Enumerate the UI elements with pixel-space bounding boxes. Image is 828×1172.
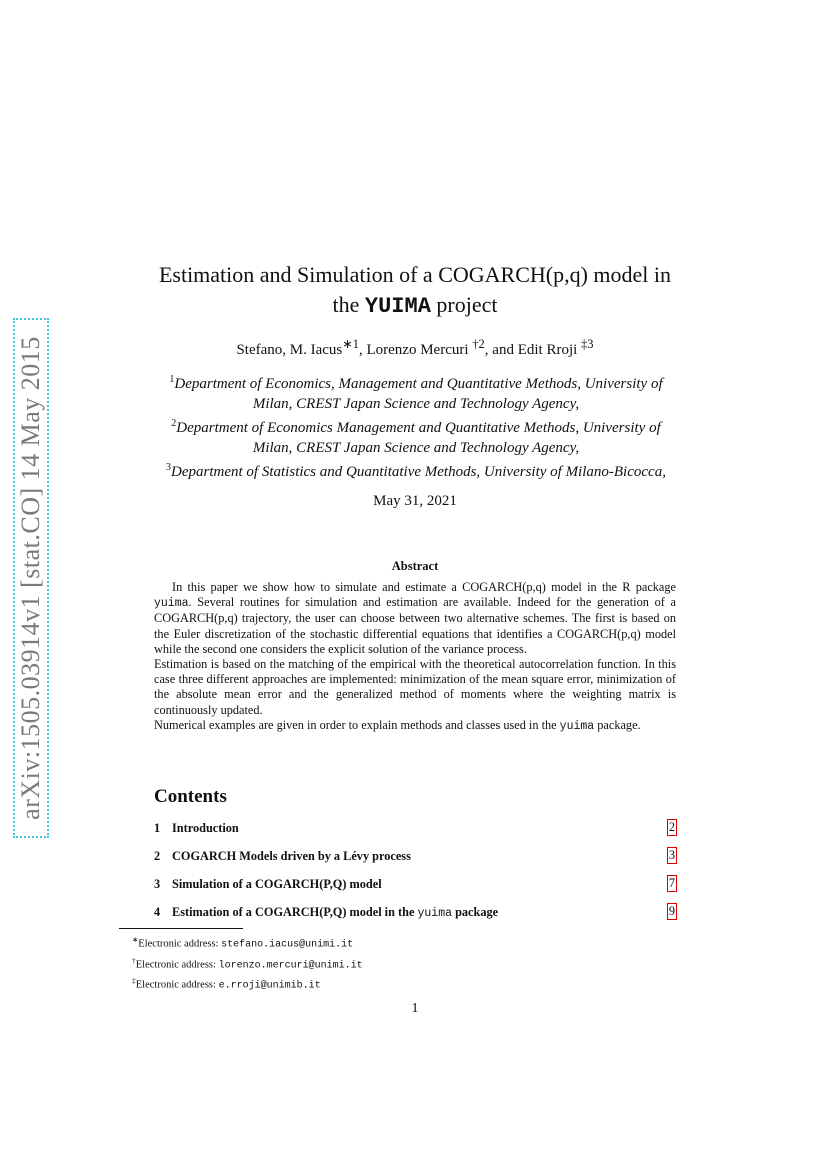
email-link[interactable]: stefano.iacus@unimi.it [221, 939, 354, 951]
email-link[interactable]: lorenzo.mercuri@unimi.it [218, 960, 363, 971]
paper-date: May 31, 2021 [373, 493, 457, 509]
contents-heading: Contents [154, 786, 227, 807]
author-name: Stefano, M. Iacus [236, 342, 343, 358]
footnote: ∗Electronic address: stefano.iacus@unimi.it [132, 935, 354, 951]
abstract-paragraph: Numerical examples are given in order to explain methods and classes used in the yuima package. [154, 717, 641, 733]
title-code: YUIMA [364, 294, 431, 319]
page-number: 1 [411, 1001, 419, 1016]
affiliation-1: $^1$Department of Economics, Management and Quantitative Methods, University of Milan, CREST Japan Science and Technology Agency, [169, 374, 663, 412]
toc-entry-cogarch-models[interactable]: 2 COGARCH Models driven by a Lévy process 3 [154, 848, 675, 863]
abstract-heading: Abstract [391, 559, 439, 573]
toc-page-link[interactable]: 9 [668, 904, 675, 918]
title-line-2: the YUIMA project [332, 292, 498, 319]
footnote-divider [119, 928, 243, 929]
arxiv-stamp-text: arXiv:1505.03914v1 [stat.CO] 14 May 2015 [16, 336, 45, 820]
toc-entry-introduction[interactable]: 1 Introduction 2 [154, 820, 675, 835]
toc-entry-estimation[interactable]: 4 Estimation of a COGARCH(P,Q) model in the yuima package 9 [154, 904, 675, 920]
toc-page-link[interactable]: 2 [668, 820, 675, 834]
affiliation-2: $^2$Department of Economics Management and Quantitative Methods, University of Milan, CREST Japan Science and Technology Agency, [171, 418, 661, 456]
author-list: Stefano, M. Iacus$^{∗1}$, Lorenzo Mercuri $^{\dagger 2}$, and Edit Rroji $^{\ddagger 3}$ [236, 337, 594, 358]
abstract-body [154, 580, 676, 734]
footnote: †Electronic address: lorenzo.mercuri@unimi.it [132, 955, 363, 971]
author-name: Lorenzo Mercuri [366, 342, 473, 358]
arxiv-stamp[interactable] [13, 318, 49, 838]
title-line-1: Estimation and Simulation of a COGARCH(p,q) model in [158, 262, 672, 287]
toc-page-link[interactable]: 3 [668, 848, 675, 862]
author-name: Edit Rroji [517, 342, 582, 358]
affiliation-3: $^3$Department of Statistics and Quantitative Methods, University of Milano-Bicocca, [166, 462, 666, 480]
affiliations [118, 370, 714, 483]
abstract-paragraph: In this paper we show how to simulate and estimate a COGARCH(p,q) model in the R package yuima. Several routines for simulation and estimation are available. Indeed for the generation of a COGARCH(p,q) trajectory, the user can choose between two alternative schemes. The first is based on the Euler discretization of the stochastic differential equations that identifies a COGARCH(p,q) model while the second one considers the explicit solution of the variance process. [154, 580, 676, 656]
toc-entry-simulation[interactable]: 3 Simulation of a COGARCH(P,Q) model 7 [154, 876, 675, 891]
paper-title [120, 260, 710, 322]
abstract-paragraph: Estimation is based on the matching of the empirical with the theoretical autocorrelation function. In this case three different approaches are implemented: minimization of the mean square error, minimization of the absolute mean error and the generalized method of moments where the weighting matrix is continuously updated. [154, 657, 676, 717]
footnotes [132, 932, 363, 994]
footnote: ‡Electronic address: e.rroji@unimib.it [132, 976, 321, 992]
toc-page-link[interactable]: 7 [668, 876, 675, 890]
email-link[interactable]: e.rroji@unimib.it [218, 980, 321, 992]
